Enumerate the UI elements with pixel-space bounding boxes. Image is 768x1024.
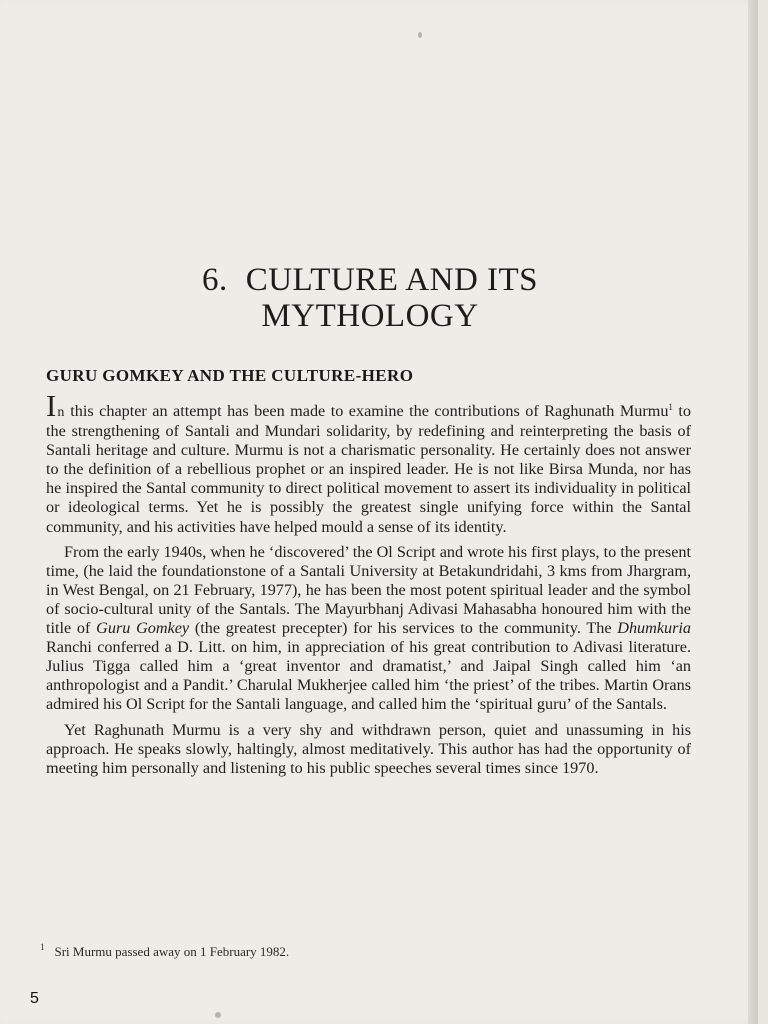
paragraph-3: Yet Raghunath Murmu is a very shy and withdrawn person, quiet and unassuming in his approach. He speaks slowly, haltingly, almost meditatively. This author has had the opportunity of meeting him personally and listening to his public speeches several times since 1970. <box>46 720 691 777</box>
chapter-title-text-1: CULTURE AND ITS <box>245 262 539 298</box>
footnote <box>40 944 289 960</box>
body-text <box>46 388 691 784</box>
chapter-title <box>60 262 680 334</box>
footnote-text: Sri Murmu passed away on 1 February 1982. <box>54 944 290 959</box>
chapter-title-line1 <box>60 262 680 298</box>
paragraph-2-text-b: (the greatest precepter) for his services to the community. The <box>189 619 618 638</box>
first-word-rest: n <box>57 405 65 420</box>
paragraph-1 <box>46 388 691 537</box>
italic-term-dhumkuria: Dhumkuria <box>617 619 691 638</box>
paper-speck <box>215 1012 221 1018</box>
drop-cap: I <box>46 388 58 423</box>
footnote-reference: 1 <box>668 402 673 412</box>
paragraph-2 <box>46 543 691 715</box>
paragraph-1-text-b: to the strengthening of Santali and Mundari solidarity, by redefining and reinterpreting the basis of Santali heritage and culture. Murmu is not a charismatic personality. He certainly does not answer to the definition of a rebellious prophet or an inspired leader. He is not like Birsa Munda, nor has he inspired the Santal community to direct political movement to assert its individuality in political or ideological terms. Yet he is possibly the greatest single unifying force within the Santal community, and his activities have helped mould a sense of its identity. <box>46 402 691 536</box>
paragraph-2-text-a: From the early 1940s, when he ‘discovered’ the Ol Script and wrote his first plays, to the present time, (he laid the foundationstone of a Santali University at Betakundridahi, 3 kms from Jhargram, in West Bengal, on 21 February, 1977), he has been the most potent spiritual leader and the symbol of socio-cultural unity of the Santals. The Mayurbhanj Adivasi Mahasabha honoured him with the title of <box>46 542 691 638</box>
footnote-marker: 1 <box>40 942 45 952</box>
paragraph-2-text-c: Ranchi conferred a D. Litt. on him, in appreciation of his great contribution to Adivasi literature. Julius Tigga called him a ‘great inventor and dramatist,’ and Jaipal Singh called him ‘an anthropologist and a Pandit.’ Charulal Mukherjee called him ‘the priest’ of the tribes. Martin Orans admired his Ol Script for the Santali language, and called him the ‘spiritual guru’ of the Santals. <box>46 638 691 714</box>
paper-speck <box>418 32 422 38</box>
section-heading: GURU GOMKEY AND THE CULTURE-HERO <box>46 366 414 385</box>
page-edge-shadow <box>748 0 758 1024</box>
paragraph-1-text-a: this chapter an attempt has been made to examine the contributions of Raghunath Murmu <box>64 402 669 420</box>
page-number: 5 <box>30 990 39 1007</box>
italic-term-guru-gomkey: Guru Gomkey <box>96 619 190 638</box>
chapter-number: 6. <box>201 262 228 298</box>
chapter-title-line2: MYTHOLOGY <box>261 298 479 334</box>
